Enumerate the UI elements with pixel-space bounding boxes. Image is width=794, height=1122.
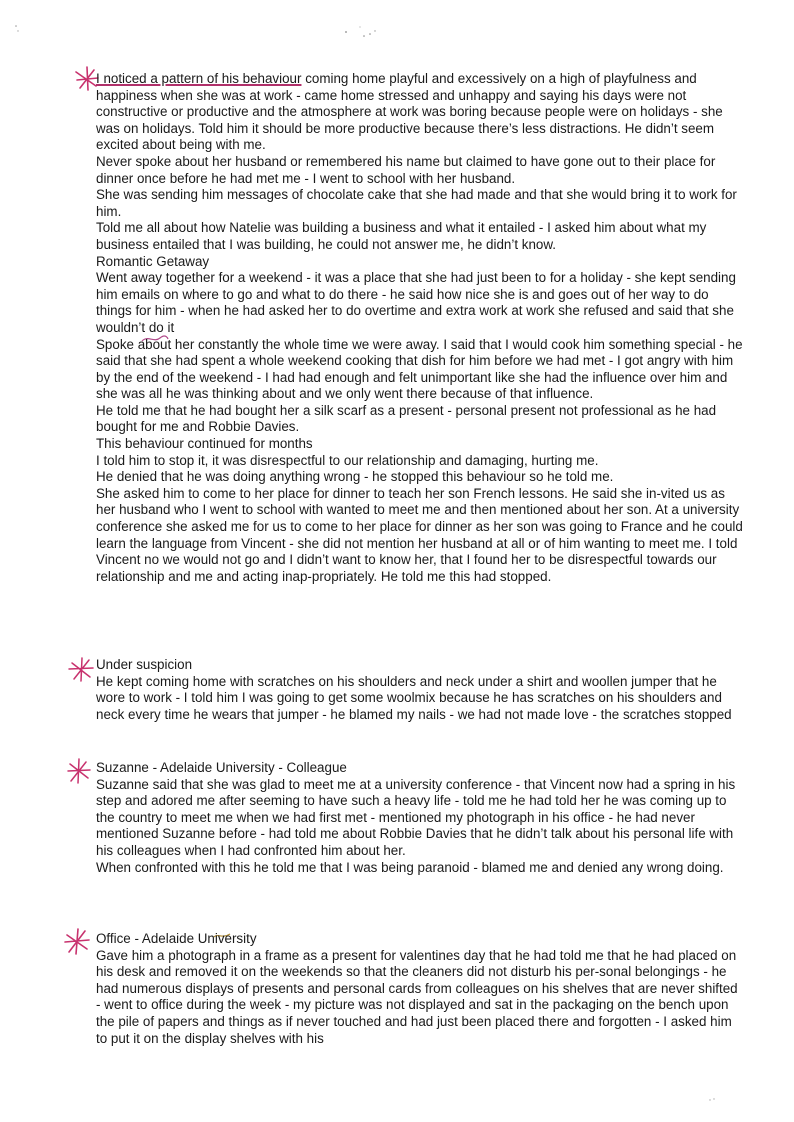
section-pattern-of-behaviour [96,71,744,585]
section-heading: Office - Adelaide University [96,931,257,946]
scan-speck-mark [700,1086,760,1116]
underlined-lead-phrase: I noticed a pattern of his behaviour [96,71,302,86]
scan-speck-mark [2,14,62,44]
subheading: Romantic Getaway [96,253,210,269]
paragraph: I told him to stop it, it was disrespectful to our relationship and damaging, hurting me. [96,452,599,468]
paragraph: He denied that he was doing anything wrong - he stopped this behaviour so he told me. [96,469,614,485]
handwritten-asterisk-icon [66,654,96,684]
paragraph: Suzanne said that she was glad to meet me at a university conference - that Vincent now had a spring in his step and adored me after seeming to have such a heavy life - told me he had told her he was coming up to the country to meet me when we had first met - mentioned my photograph in his office - he had never mentioned Suzanne before - had told me about Robbie Davies that he didn’t talk about his personal life with his colleagues when I had confronted him about her. [96,776,736,858]
section-heading: Under suspicion [96,657,193,672]
handwritten-asterisk-icon [62,926,92,956]
section-suzanne-colleague [96,760,744,876]
paragraph: He kept coming home with scratches on his shoulders and neck under a shirt and woollen jumper that he wore to work - I told him I was going to get some woolmix because he has scratches on his shoulders and neck every time he wears that jumper - he blamed my nails - we had not made love - the scratches stopped [96,673,732,722]
paragraph: He told me that he had bought her a silk scarf as a present - personal present not professional as he had bought for me and Robbie Davies. [96,402,717,435]
scan-speck-mark [330,18,390,48]
paragraph: Spoke about her constantly the whole time we were away. I said that I would cook him something special - he said that she had spent a whole weekend cooking that dish for him before we had met - I got angry with him by the end of the weekend - I had had enough and felt unimportant like she had the influence over him and she was all he was thinking about and we only went there because of that influence. [96,336,743,402]
paragraph: Told me all about how Natelie was building a business and what it entailed - I asked him about what my business entailed that I was building, he could not answer me, he didn’t know. [96,220,707,252]
paragraph: Gave him a photograph in a frame as a present for valentines day that he had told me that he had placed on his desk and removed it on the weekends so that the cleaners did not disturb his per-sonal belongings - he had numerous displays of presents and personal cards from colleagues on his shelves that are never shifted - went to office during the week - my picture was not displayed and sat in the packaging on the bench upon the pile of papers and things as if never touched and had just been placed there and forgotten - I asked him to put it on the display shelves with his [96,947,738,1046]
paragraph: Went away together for a weekend - it was a place that she had just been to for a holiday - she kept sending him emails on where to go and what to do there - he said how nice she is and goes out of her way to do things for him - when he had asked her to do overtime and extra work at work she refused and said that she wouldn’t do it [96,270,736,335]
paragraph-text: coming home playful and excessively on a high of playfulness and happiness when she was at work - came home stressed and unhappy and saying his days were not constructive or productive and the atmosphere at work was boring because people were on holidays - she was on holidays. Told him it should be more productive because there’s less distractions. He didn’t seem excited about being with me. [96,71,723,153]
paragraph: She was sending him messages of chocolate cake that she had made and that she would bring it to work for him. [96,187,737,219]
paragraph: She asked him to come to her place for dinner to teach her son French lessons. He said she in-vited us as her husband who I went to school with wanted to meet me and then mentioned about her son. At a university conference she asked me for us to come to her place for dinner as her son was going to France and he could learn the language from Vincent - she did not mention her husband at all or of him wanting to meet me. I told Vincent no we would not go and I didn’t want to know her, that I found her to be disrespectful towards our relationship and me and acting inap-propriately. He told me this had stopped. [96,485,743,584]
paragraph: Never spoke about her husband or remembered his name but claimed to have gone out to their place for dinner once before he had met me - I went to school with her husband. [96,153,716,186]
section-office [96,931,744,1047]
paragraph [96,71,744,154]
section-under-suspicion [96,657,744,723]
handwritten-asterisk-icon [64,756,94,786]
section-heading: Suzanne - Adelaide University - Colleague [96,760,347,775]
paragraph: When confronted with this he told me that I was being paranoid - blamed me and denied any wrong doing. [96,859,724,875]
paragraph: This behaviour continued for months [96,436,313,452]
